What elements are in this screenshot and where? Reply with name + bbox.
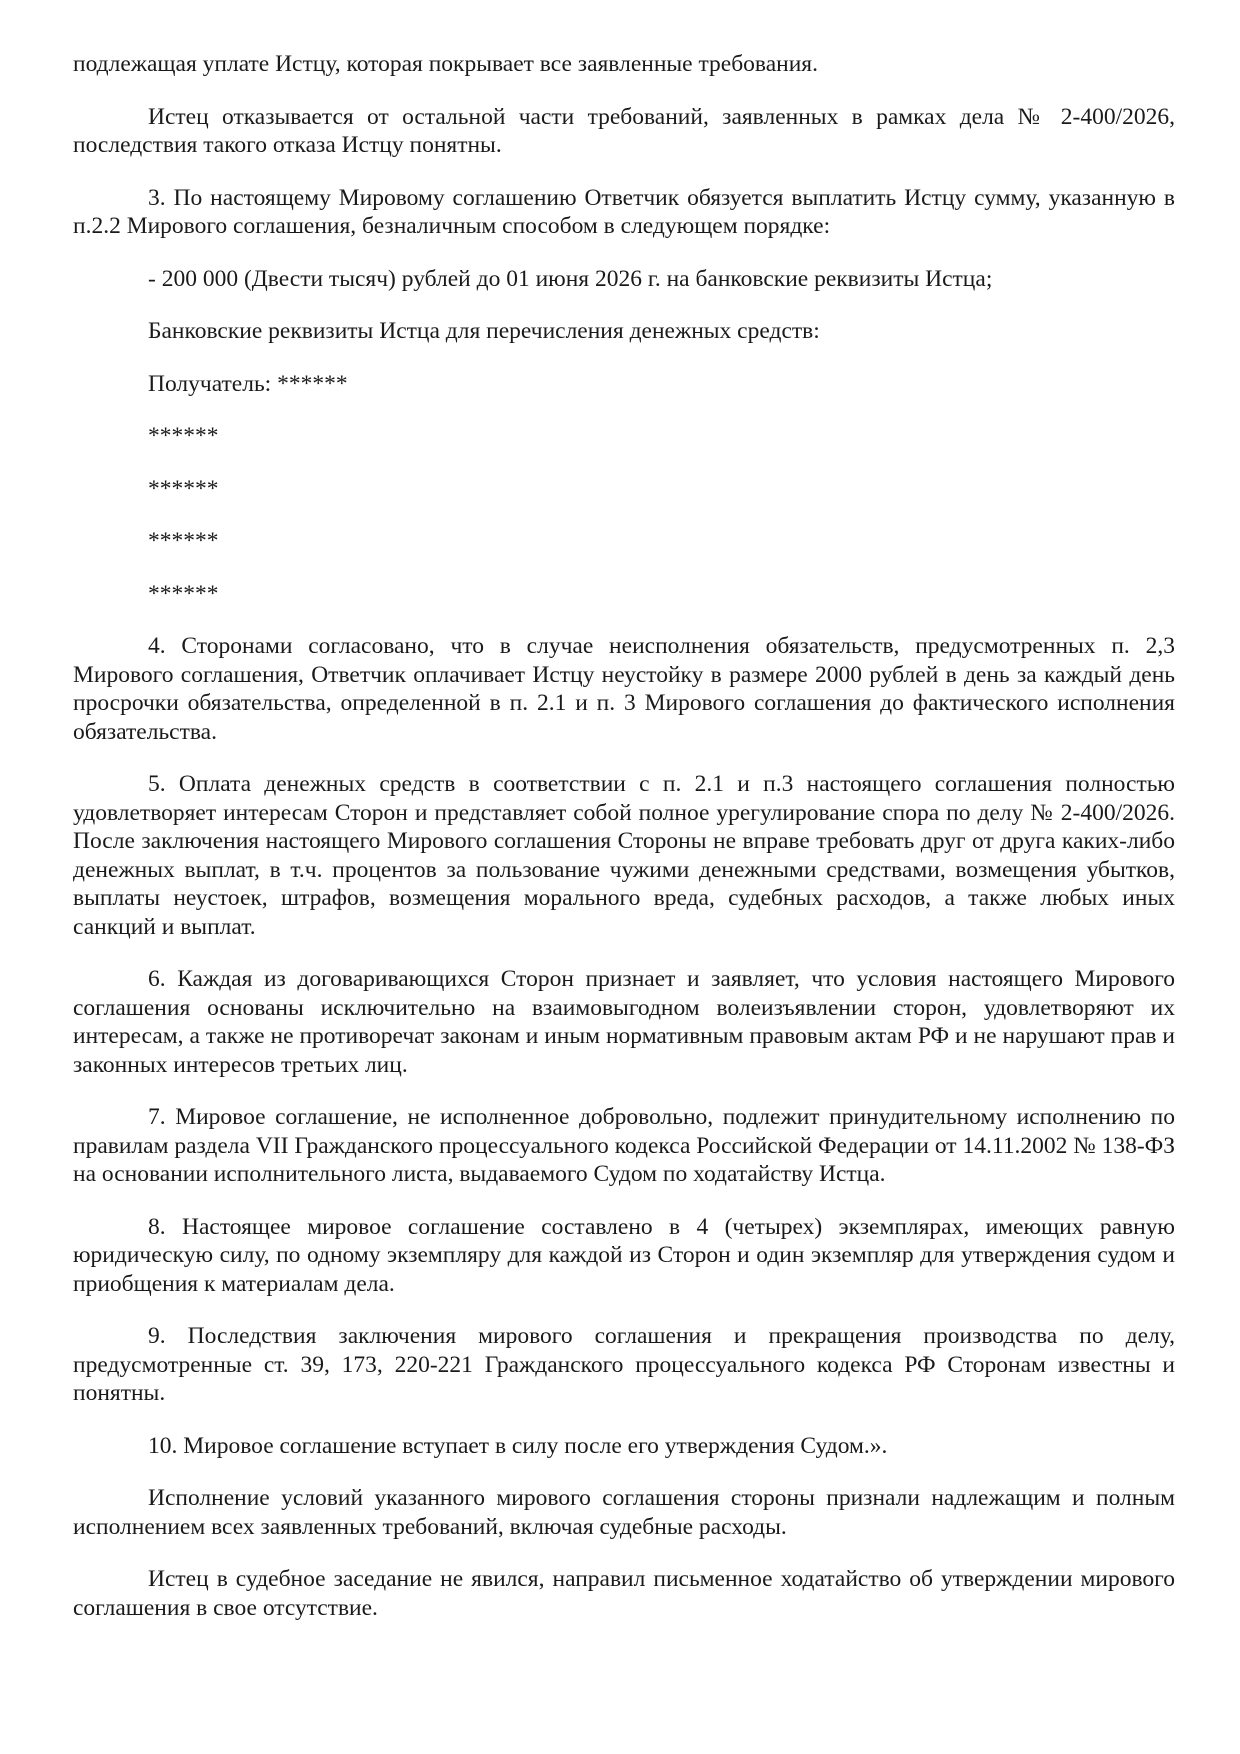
- paragraph-continuation: подлежащая уплате Истцу, которая покрывает все заявленные требования.: [73, 51, 818, 77]
- clause-3: 3. По настоящему Мировому соглашению Ответчик обязуется выплатить Истцу сумму, указанную в п.2.2 Мирового соглашения, безналичным способом в следующем порядке:: [73, 184, 1175, 239]
- paragraph-waiver: Истец отказывается от остальной части требований, заявленных в рамках дела № 2-400/2026, последствия такого отказа Истцу понятны.: [73, 103, 1175, 158]
- masked-detail-4: ******: [148, 580, 219, 607]
- paragraph-execution: Исполнение условий указанного мирового соглашения стороны признали надлежащим и полным исполнением всех заявленных требований, включая судебные расходы.: [73, 1485, 1175, 1540]
- recipient-line: Получатель: ******: [148, 370, 348, 397]
- clause-10: 10. Мировое соглашение вступает в силу после его утверждения Судом.».: [148, 1432, 888, 1459]
- masked-detail-1: ******: [148, 423, 219, 449]
- masked-detail-3: ******: [148, 528, 219, 554]
- payment-line: - 200 000 (Двести тысяч) рублей до 01 июня 2026 г. на банковские реквизиты Истца;: [148, 265, 993, 292]
- masked-detail-2: ******: [148, 475, 219, 502]
- document-page: [73, 50, 1175, 1646]
- clause-6: 6. Каждая из договаривающихся Сторон признает и заявляет, что условия настоящего Мирового соглашения основаны исключительно на взаимовыгодном волеизъявлении сторон, удовлетворяют их интересам, а также не противоречат законам и иным нормативным правовым актам РФ и не нарушают прав и законных интересов третьих лиц.: [73, 966, 1175, 1078]
- paragraph-plaintiff-absence: Истец в судебное заседание не явился, направил письменное ходатайство об утверждении мирового соглашения в свое отсутствие.: [73, 1566, 1175, 1621]
- clause-4: 4. Сторонами согласовано, что в случае неисполнения обязательств, предусмотренных п. 2,3 Мирового соглашения, Ответчик оплачивает Истцу неустойку в размере 2000 рублей в день за каждый день просрочки обязательства, определенной в п. 2.1 и п. 3 Мирового соглашения до фактического исполнения обязательства.: [73, 633, 1175, 745]
- bank-details-heading: Банковские реквизиты Истца для перечисления денежных средств:: [148, 318, 820, 344]
- clause-8: 8. Настоящее мировое соглашение составлено в 4 (четырех) экземплярах, имеющих равную юридическую силу, по одному экземпляру для каждой из Сторон и один экземпляр для утверждения судом и приобщения к материалам дела.: [73, 1213, 1175, 1297]
- clause-5: 5. Оплата денежных средств в соответствии с п. 2.1 и п.3 настоящего соглашения полностью удовлетворяет интересам Сторон и представляет собой полное урегулирование спора по делу № 2-400/2026. После заключения настоящего Мирового соглашения Стороны не вправе требовать друг от друга каких-либо денежных выплат, в т.ч. процентов за пользование чужими денежными средствами, возмещения убытков, выплаты неустоек, штрафов, возмещения морального вреда, судебных расходов, а также любых иных санкций и выплат.: [73, 771, 1175, 940]
- clause-7: 7. Мировое соглашение, не исполненное добровольно, подлежит принудительному исполнению по правилам раздела VII Гражданского процессуального кодекса Российской Федерации от 14.11.2002 № 138-ФЗ на основании исполнительного листа, выдаваемого Судом по ходатайству Истца.: [73, 1104, 1175, 1187]
- clause-9: 9. Последствия заключения мирового соглашения и прекращения производства по делу, предусмотренные ст. 39, 173, 220-221 Гражданского процессуального кодекса РФ Сторонам известны и понятны.: [73, 1323, 1175, 1406]
